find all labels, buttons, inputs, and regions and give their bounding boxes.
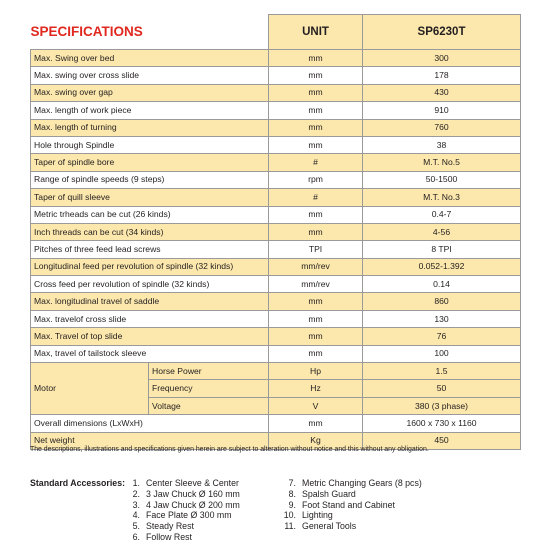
motor-spec-label: Voltage xyxy=(149,397,269,414)
accessory-number: 11. xyxy=(284,521,296,532)
spec-unit: mm xyxy=(269,328,363,345)
spec-unit: mm xyxy=(269,84,363,101)
spec-value: 8 TPI xyxy=(363,241,521,258)
accessory-number: 1. xyxy=(132,478,140,488)
table-row xyxy=(31,119,521,136)
spec-value: 430 xyxy=(363,84,521,101)
accessory-text: Follow Rest xyxy=(146,531,192,542)
table-row xyxy=(31,276,521,293)
table-row xyxy=(31,84,521,101)
table-row xyxy=(31,206,521,223)
spec-label: Pitches of three feed lead screws xyxy=(31,241,269,258)
accessory-item xyxy=(122,510,240,521)
accessory-item xyxy=(278,478,422,489)
accessory-text: Steady Rest xyxy=(146,521,194,532)
disclaimer-text: The descriptions, illustrations and specifications given herein are subject to alteration without notice and this without any obligation. xyxy=(30,446,429,453)
motor-label: Motor xyxy=(31,363,149,415)
table-row xyxy=(31,50,521,67)
motor-spec-value: 50 xyxy=(363,380,521,397)
accessory-number: 10. xyxy=(283,510,296,521)
table-row xyxy=(31,415,521,432)
section-title: SPECIFICATIONS xyxy=(31,15,269,50)
table-row xyxy=(31,136,521,153)
spec-unit: mm xyxy=(269,67,363,84)
unit-column-header: UNIT xyxy=(269,15,363,50)
accessory-item xyxy=(122,478,240,489)
accessories-list-left xyxy=(122,478,240,543)
spec-value: 760 xyxy=(363,119,521,136)
spec-label: Taper of spindle bore xyxy=(31,154,269,171)
model-column-header: SP6230T xyxy=(363,15,521,50)
accessory-text: Face Plate Ø 300 mm xyxy=(146,510,232,521)
spec-label: Net weight xyxy=(31,432,269,449)
table-row xyxy=(31,67,521,84)
accessory-item xyxy=(122,489,240,500)
motor-spec-value: 380 (3 phase) xyxy=(363,397,521,414)
accessory-number: 6. xyxy=(132,531,140,542)
motor-row xyxy=(31,363,521,380)
spec-unit: TPI xyxy=(269,241,363,258)
table-row xyxy=(31,241,521,258)
spec-value: M.T. No.5 xyxy=(363,154,521,171)
spec-unit: # xyxy=(269,189,363,206)
spec-value: 4-56 xyxy=(363,223,521,240)
spec-label: Max. travelof cross slide xyxy=(31,310,269,327)
accessory-item xyxy=(278,489,422,500)
motor-spec-unit: Hp xyxy=(269,363,363,380)
spec-value: 450 xyxy=(363,432,521,449)
accessory-number: 9. xyxy=(288,499,296,510)
spec-unit: mm xyxy=(269,206,363,223)
spec-label: Max, travel of tailstock sleeve xyxy=(31,345,269,362)
spec-unit: mm xyxy=(269,102,363,119)
spec-value: 100 xyxy=(363,345,521,362)
spec-label: Metric trheads can be cut (26 kinds) xyxy=(31,206,269,223)
spec-label: Max. longitudinal travel of saddle xyxy=(31,293,269,310)
spec-value: M.T. No.3 xyxy=(363,189,521,206)
motor-spec-label: Horse Power xyxy=(149,363,269,380)
accessory-item xyxy=(278,500,422,511)
table-row xyxy=(31,189,521,206)
accessories-title: Standard Accessories: xyxy=(30,478,126,488)
table-row xyxy=(31,293,521,310)
motor-spec-unit: V xyxy=(269,397,363,414)
spec-label: Longitudinal feed per revolution of spindle (32 kinds) xyxy=(31,258,269,275)
table-row xyxy=(31,102,521,119)
spec-label: Max. length of turning xyxy=(31,119,269,136)
spec-label: Max. Swing over bed xyxy=(31,50,269,67)
spec-label: Max. length of work piece xyxy=(31,102,269,119)
spec-label: Max. Travel of top slide xyxy=(31,328,269,345)
spec-unit: mm xyxy=(269,293,363,310)
spec-value: 178 xyxy=(363,67,521,84)
spec-unit: mm xyxy=(269,310,363,327)
spec-value: 300 xyxy=(363,50,521,67)
motor-spec-value: 1.5 xyxy=(363,363,521,380)
table-header-row xyxy=(31,15,521,50)
accessory-text: 4 Jaw Chuck Ø 200 mm xyxy=(146,499,240,510)
spec-label: Cross feed per revolution of spindle (32 kinds) xyxy=(31,276,269,293)
spec-unit: rpm xyxy=(269,171,363,188)
spec-unit: mm xyxy=(269,345,363,362)
accessory-text: Foot Stand and Cabinet xyxy=(302,499,395,510)
accessory-number: 5. xyxy=(132,521,140,532)
spec-value: 860 xyxy=(363,293,521,310)
spec-label: Max. swing over gap xyxy=(31,84,269,101)
spec-label: Max. swing over cross slide xyxy=(31,67,269,84)
accessory-text: Lighting xyxy=(302,510,333,521)
spec-label: Range of spindle speeds (9 steps) xyxy=(31,171,269,188)
spec-unit: # xyxy=(269,154,363,171)
accessory-item xyxy=(122,521,240,532)
accessory-text: Spalsh Guard xyxy=(302,488,356,499)
specifications-table xyxy=(30,14,521,450)
table-row xyxy=(31,154,521,171)
spec-unit: mm xyxy=(269,415,363,432)
accessory-number: 8. xyxy=(288,488,296,499)
table-row xyxy=(31,223,521,240)
accessory-number: 4. xyxy=(132,510,140,521)
spec-unit: Kg xyxy=(269,432,363,449)
spec-unit: mm xyxy=(269,136,363,153)
accessory-item xyxy=(278,510,422,521)
spec-value: 1600 x 730 x 1160 xyxy=(363,415,521,432)
table-row xyxy=(31,171,521,188)
spec-value: 130 xyxy=(363,310,521,327)
spec-value: 50-1500 xyxy=(363,171,521,188)
spec-value: 0.052-1.392 xyxy=(363,258,521,275)
spec-label: Overall dimensions (LxWxH) xyxy=(31,415,269,432)
accessory-number: 2. xyxy=(132,488,140,499)
table-row xyxy=(31,258,521,275)
spec-unit: mm xyxy=(269,223,363,240)
spec-value: 76 xyxy=(363,328,521,345)
spec-unit: mm/rev xyxy=(269,258,363,275)
motor-spec-unit: Hz xyxy=(269,380,363,397)
table-row xyxy=(31,328,521,345)
specifications-sheet xyxy=(30,14,520,450)
spec-label: Taper of quill sleeve xyxy=(31,189,269,206)
accessory-number: 3. xyxy=(132,499,140,510)
accessory-text: General Tools xyxy=(302,521,357,532)
spec-label: Inch threads can be cut (34 kinds) xyxy=(31,223,269,240)
accessory-item xyxy=(278,521,422,532)
table-row xyxy=(31,345,521,362)
spec-unit: mm xyxy=(269,119,363,136)
spec-value: 0.4-7 xyxy=(363,206,521,223)
spec-value: 910 xyxy=(363,102,521,119)
spec-value: 38 xyxy=(363,136,521,153)
accessory-text: 3 Jaw Chuck Ø 160 mm xyxy=(146,488,240,499)
accessory-text: Center Sleeve & Center xyxy=(146,478,239,488)
spec-unit: mm xyxy=(269,50,363,67)
motor-spec-label: Frequency xyxy=(149,380,269,397)
table-row xyxy=(31,310,521,327)
spec-label: Hole through Spindle xyxy=(31,136,269,153)
spec-value: 0.14 xyxy=(363,276,521,293)
accessories-list-right xyxy=(278,478,422,532)
accessory-item xyxy=(122,500,240,511)
accessory-number: 7. xyxy=(288,478,296,488)
accessory-text: Metric Changing Gears (8 pcs) xyxy=(302,478,422,488)
accessory-item xyxy=(122,532,240,543)
spec-unit: mm/rev xyxy=(269,276,363,293)
